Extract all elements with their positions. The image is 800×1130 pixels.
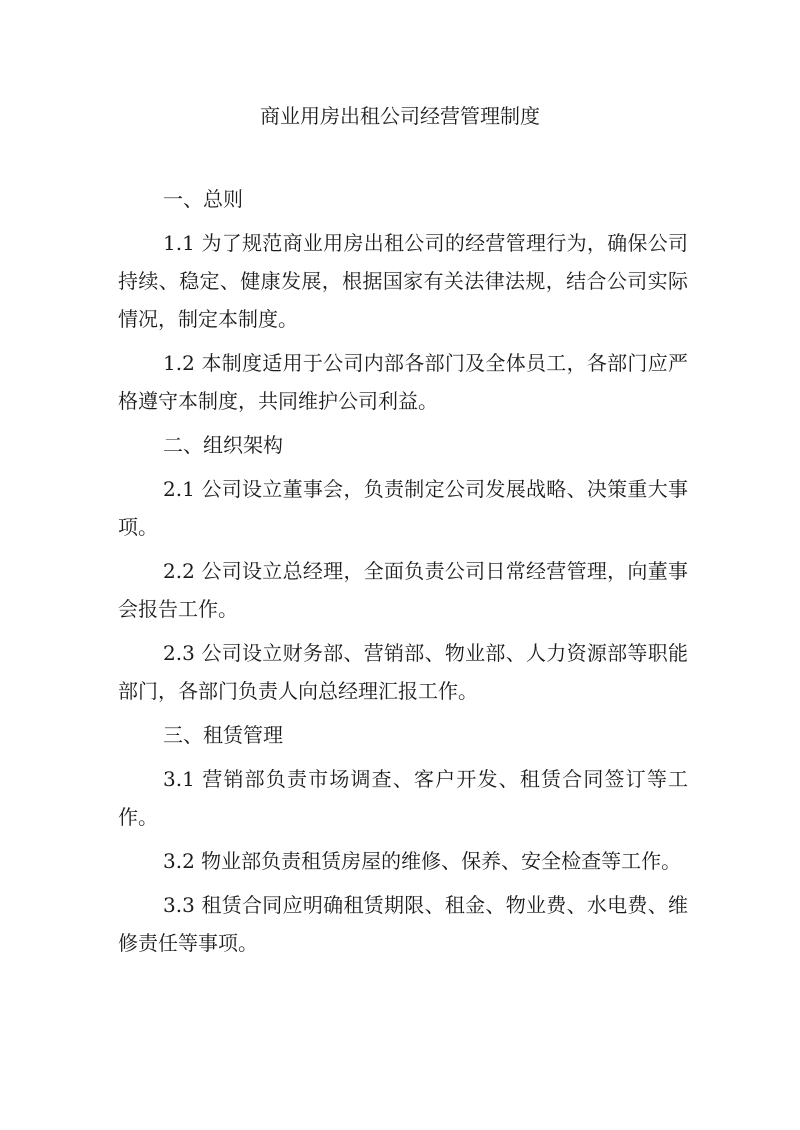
section-heading-organization: 二、组织架构 [163, 433, 283, 457]
document-body [118, 180, 688, 962]
clause-1-2: 1.2 本制度适用于公司内部各部门及全体员工，各部门应严格遵守本制度，共同维护公司利益。 [118, 351, 688, 413]
section-heading-general: 一、总则 [163, 187, 243, 211]
clause-3-1: 3.1 营销部负责市场调查、客户开发、租赁合同签订等工作。 [118, 767, 688, 829]
document-title: 商业用房出租公司经营管理制度 [260, 104, 540, 128]
clause-1-1: 1.1 为了规范商业用房出租公司的经营管理行为，确保公司持续、稳定、健康发展，根据国家有关法律法规，结合公司实际情况，制定本制度。 [118, 231, 688, 331]
section-heading-leasing: 三、租赁管理 [163, 723, 283, 747]
clause-2-2: 2.2 公司设立总经理，全面负责公司日常经营管理，向董事会报告工作。 [118, 559, 688, 621]
clause-3-3: 3.3 租赁合同应明确租赁期限、租金、物业费、水电费、维修责任等事项。 [118, 893, 688, 955]
clause-3-2: 3.2 物业部负责租赁房屋的维修、保养、安全检查等工作。 [163, 849, 682, 873]
clause-2-3: 2.3 公司设立财务部、营销部、物业部、人力资源部等职能部门，各部门负责人向总经理汇报工作。 [118, 641, 688, 703]
clause-2-1: 2.1 公司设立董事会，负责制定公司发展战略、决策重大事项。 [118, 477, 688, 539]
